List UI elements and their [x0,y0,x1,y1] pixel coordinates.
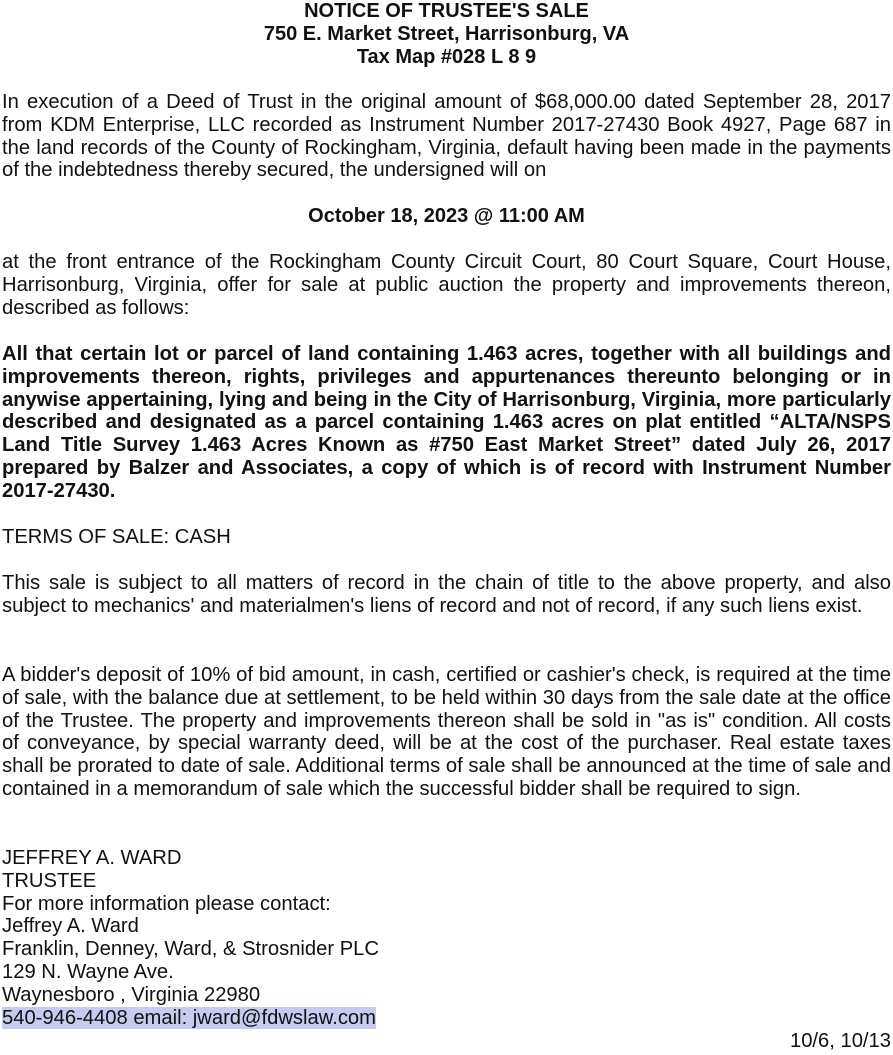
subject-paragraph: This sale is subject to all matters of record in the chain of title to the above property, and also subject to mechanics' and materialmen's liens of record and not of record, if any such liens exist. [2,572,891,617]
notice-header [2,0,891,68]
terms-of-sale: TERMS OF SALE: CASH [2,526,231,548]
street-address: 129 N. Wayne Ave. [2,960,174,983]
trustee-name: JEFFREY A. WARD [2,847,182,869]
property-description: All that certain lot or parcel of land containing 1.463 acres, together with all buildings and improvements thereon, rights, privileges and appurtenances thereunto belonging or in anywise appertaining, lying and being in the City of Harrisonburg, Virginia, more particularly described and designated as a parcel containing 1.463 acres on plat entitled “ALTA/NSPS Land Title Survey 1.463 Acres Known as #750 East Market Street” dated July 26, 2017 prepared by Balzer and Associates, a copy of which is of record with Instrument Number 2017-27430. [2,343,891,502]
trustee-role: TRUSTEE [2,869,97,892]
notice-title: NOTICE OF TRUSTEE'S SALE [304,0,589,22]
publication-dates: 10/6, 10/13 [789,1030,891,1052]
law-firm: Franklin, Denney, Ward, & Strosnider PLC [2,938,379,961]
signature-block [2,847,891,1029]
intro-paragraph: In execution of a Deed of Trust in the original amount of $68,000.00 dated September 28, 2017 from KDM Enterprise, LLC recorded as Instrument Number 2017-27430 Book 4927, Page 687 in the land records of the County of Rockingham, Virginia, default having been made in the payments of the indebtedness thereby secured, the undersigned will on [2,91,891,182]
contact-line [2,1007,891,1030]
contact-intro: For more information please contact: [2,892,331,915]
property-address: 750 E. Market Street, Harrisonburg, VA [263,22,630,45]
sale-datetime: October 18, 2023 @ 11:00 AM [308,205,585,227]
tax-map-number: Tax Map #028 L 8 9 [356,45,537,68]
contact-name: Jeffrey A. Ward [2,915,139,938]
phone-email-selection[interactable]: 540-946-4408 email: jward@fdwslaw.com [2,1006,376,1029]
location-paragraph: at the front entrance of the Rockingham County Circuit Court, 80 Court Square, Court House, Harrisonburg, Virginia, offer for sale at public auction the property and improvements thereon, described as follows: [2,251,891,319]
deposit-paragraph: A bidder's deposit of 10% of bid amount, in cash, certified or cashier's check, is required at the time of sale, with the balance due at settlement, to be held within 30 days from the sale date at the office of the Trustee. The property and improvements thereon shall be sold in "as is" condition. All costs of conveyance, by special warranty deed, will be at the cost of the purchaser. Real estate taxes shall be prorated to date of sale. Additional terms of sale shall be announced at the time of sale and contained in a memorandum of sale which the successful bidder shall be required to sign. [2,664,891,800]
city-state-zip: Waynesboro , Virginia 22980 [2,983,261,1006]
